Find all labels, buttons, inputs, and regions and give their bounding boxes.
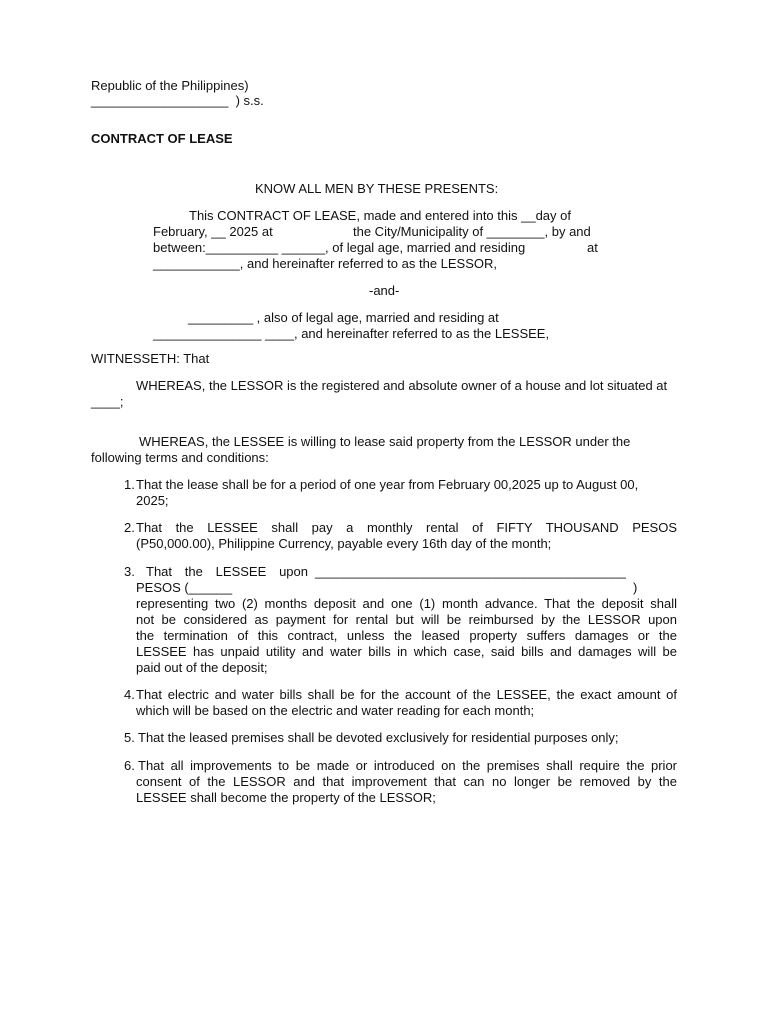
term-1-number: 1.: [124, 477, 135, 492]
intro-line-2a: February, __ 2025 at: [153, 224, 273, 239]
term-4-line-2: which will be based on the electric and water reading for each month;: [136, 703, 535, 718]
term-4-number: 4.: [124, 687, 135, 702]
term-3-line-6: LESSEE has unpaid utility and water bills in which case, said bills and damages will be: [136, 644, 677, 659]
term-6-number: 6.: [124, 758, 135, 773]
whereas-2-line-1: WHEREAS, the LESSEE is willing to lease said property from the LESSOR under the: [139, 434, 631, 449]
term-6-line-2: consent of the LESSOR and that improvement that can no longer be removed by the: [136, 774, 677, 789]
intro-line-1: This CONTRACT OF LEASE, made and entered into this __day of: [189, 208, 571, 223]
term-3-number: 3.: [124, 564, 135, 579]
term-4-line-1: That electric and water bills shall be for the account of the LESSEE, the exact amount of: [136, 687, 677, 702]
term-3-line-1a: That the LESSEE upon: [146, 564, 308, 579]
term-2-number: 2.: [124, 520, 135, 535]
term-1-line-2: 2025;: [136, 493, 169, 508]
term-5-line-1: That the leased premises shall be devoted exclusively for residential purposes only;: [138, 730, 619, 745]
witnesseth-heading: WITNESSETH: That: [91, 351, 210, 366]
intro-line-3a: between:__________ ______, of legal age, married and residing: [153, 240, 526, 255]
term-3-line-3: representing two (2) months deposit and one (1) month advance. That the deposit shall: [136, 596, 677, 611]
intro-line-4: ____________, and hereinafter referred to as the LESSOR,: [153, 256, 498, 271]
venue-line-2: ___________________ ) s.s.: [91, 93, 264, 108]
term-3-line-2b: ): [633, 580, 638, 595]
intro-line-3b: at: [587, 240, 598, 255]
term-2-line-2: (P50,000.00), Philippine Currency, payable every 16th day of the month;: [136, 536, 552, 551]
lessee-line-2: _______________ ____, and hereinafter referred to as the LESSEE,: [153, 326, 550, 341]
intro-line-2b: the City/Municipality of ________, by and: [353, 224, 591, 239]
term-6-line-1: That all improvements to be made or introduced on the premises shall require the prior: [138, 758, 677, 773]
know-all-heading: KNOW ALL MEN BY THESE PRESENTS:: [255, 181, 499, 196]
term-2-line-1: That the LESSEE shall pay a monthly rental of FIFTY THOUSAND PESOS: [136, 520, 677, 535]
whereas-2-line-2: following terms and conditions:: [91, 450, 269, 465]
venue-line-1: Republic of the Philippines): [91, 78, 249, 93]
term-5-number: 5.: [124, 730, 135, 745]
and-separator: -and-: [369, 283, 400, 298]
document-title: CONTRACT OF LEASE: [91, 131, 233, 146]
lessee-line-1: _________ , also of legal age, married and residing at: [188, 310, 499, 325]
term-3-line-7: paid out of the deposit;: [136, 660, 268, 675]
whereas-1-line-1: WHEREAS, the LESSOR is the registered and absolute owner of a house and lot situated at: [136, 378, 668, 393]
term-6-line-3: LESSEE shall become the property of the LESSOR;: [136, 790, 436, 805]
term-1-line-1: That the lease shall be for a period of one year from February 00,2025 up to August 00,: [136, 477, 639, 492]
term-3-line-1b: ___________________________________________: [315, 564, 626, 579]
term-3-line-5: the termination of this contract, unless the leased property suffers damages or the: [136, 628, 677, 643]
whereas-1-line-2: ____;: [91, 394, 124, 409]
term-3-line-2a: PESOS (______: [136, 580, 233, 595]
term-3-line-4: not be considered as payment for rental but will be reimbursed by the LESSOR upon: [136, 612, 677, 627]
